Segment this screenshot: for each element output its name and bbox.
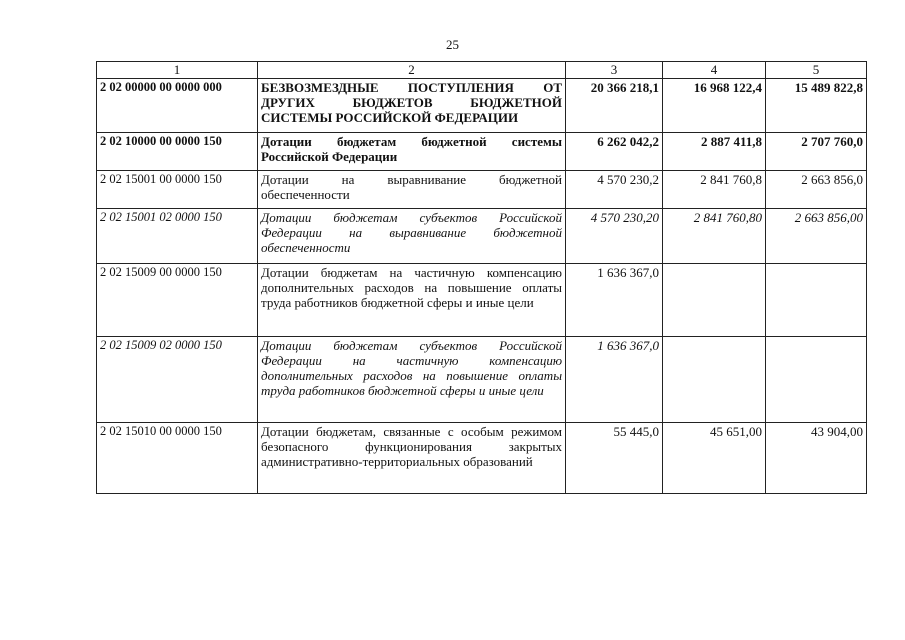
table-row — [97, 171, 867, 209]
column-header: 2 — [258, 62, 566, 79]
value-col5: 2 707 760,0 — [766, 133, 867, 171]
table-row — [97, 423, 867, 494]
column-header: 3 — [566, 62, 663, 79]
value-col5 — [766, 337, 867, 423]
value-col3: 20 366 218,1 — [566, 79, 663, 133]
revenue-name: Дотации бюджетам субъектов Российской Федерации на выравнивание бюджетной обеспеченности — [258, 209, 566, 264]
revenue-name: Дотации на выравнивание бюджетной обеспеченности — [258, 171, 566, 209]
table-row — [97, 337, 867, 423]
budget-code: 2 02 15010 00 0000 150 — [97, 423, 258, 494]
value-col3: 55 445,0 — [566, 423, 663, 494]
value-col4 — [663, 264, 766, 337]
value-col4: 2 841 760,8 — [663, 171, 766, 209]
budget-code: 2 02 15001 00 0000 150 — [97, 171, 258, 209]
value-col4 — [663, 337, 766, 423]
value-col4: 16 968 122,4 — [663, 79, 766, 133]
budget-code: 2 02 00000 00 0000 000 — [97, 79, 258, 133]
value-col4: 45 651,00 — [663, 423, 766, 494]
revenue-name: Дотации бюджетам субъектов Российской Федерации на частичную компенсацию дополнительных расходов на повышение оплаты труда работников бюджетной сферы и иные цели — [258, 337, 566, 423]
table-row — [97, 264, 867, 337]
value-col5: 2 663 856,0 — [766, 171, 867, 209]
table-row — [97, 209, 867, 264]
value-col3: 1 636 367,0 — [566, 264, 663, 337]
column-header: 4 — [663, 62, 766, 79]
value-col5: 43 904,00 — [766, 423, 867, 494]
value-col3: 1 636 367,0 — [566, 337, 663, 423]
value-col5: 15 489 822,8 — [766, 79, 867, 133]
budget-table — [96, 61, 867, 494]
budget-code: 2 02 10000 00 0000 150 — [97, 133, 258, 171]
value-col5 — [766, 264, 867, 337]
budget-code: 2 02 15001 02 0000 150 — [97, 209, 258, 264]
column-header: 1 — [97, 62, 258, 79]
value-col5: 2 663 856,00 — [766, 209, 867, 264]
budget-code: 2 02 15009 02 0000 150 — [97, 337, 258, 423]
revenue-name: БЕЗВОЗМЕЗДНЫЕ ПОСТУПЛЕНИЯ ОТ ДРУГИХ БЮДЖЕТОВ БЮДЖЕТНОЙ СИСТЕМЫ РОССИЙСКОЙ ФЕДЕРАЦИИ — [258, 79, 566, 133]
table-row — [97, 79, 867, 133]
budget-code: 2 02 15009 00 0000 150 — [97, 264, 258, 337]
value-col3: 4 570 230,20 — [566, 209, 663, 264]
revenue-name: Дотации бюджетам, связанные с особым режимом безопасного функционирования закрытых административно-территориальных образований — [258, 423, 566, 494]
value-col4: 2 887 411,8 — [663, 133, 766, 171]
value-col3: 4 570 230,2 — [566, 171, 663, 209]
table-row — [97, 133, 867, 171]
table-header-row — [97, 62, 867, 79]
column-header: 5 — [766, 62, 867, 79]
value-col4: 2 841 760,80 — [663, 209, 766, 264]
page-number: 25 — [446, 37, 459, 52]
revenue-name: Дотации бюджетам на частичную компенсацию дополнительных расходов на повышение оплаты труда работников бюджетной сферы и иные цели — [258, 264, 566, 337]
value-col3: 6 262 042,2 — [566, 133, 663, 171]
revenue-name: Дотации бюджетам бюджетной системы Российской Федерации — [258, 133, 566, 171]
